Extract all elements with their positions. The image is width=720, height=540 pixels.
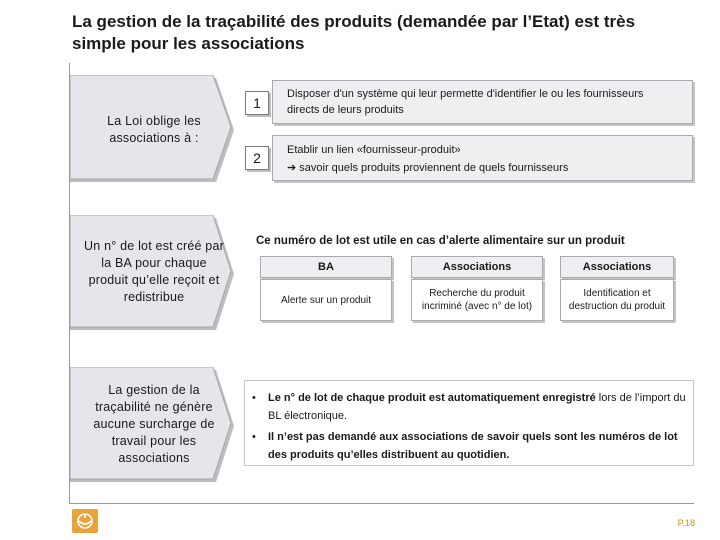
bullet-2 [252, 428, 692, 464]
lot-header-associations-1: Associations [411, 256, 543, 278]
bullet-2-marker: • [252, 431, 256, 443]
lot-action-search: Recherche du produit incriminé (avec n° de lot) [411, 279, 543, 321]
lot-header-ba: BA [260, 256, 392, 278]
lot-action-destroy: Identification et destruction du produit [560, 279, 674, 321]
lot-header-associations-2: Associations [560, 256, 674, 278]
obligation-2-line1: Etablir un lien «fournisseur-produit» [287, 144, 461, 156]
bottom-divider [69, 503, 694, 504]
obligation-box-1 [272, 80, 693, 124]
obligation-box-2 [272, 135, 693, 181]
chevron-obligation-text: La Loi oblige les associations à : [107, 114, 201, 145]
arrow-right-icon: ➔ [287, 162, 297, 174]
obligation-2-line2: savoir quels produits proviennent de quels fournisseurs [299, 162, 569, 174]
page-title: La gestion de la traçabilité des produits (demandée par l’Etat) est très simple pour les associations [72, 12, 636, 53]
number-badge-1: 1 [245, 91, 269, 115]
lot-action-alert: Alerte sur un produit [260, 279, 392, 321]
obligation-2-line2-row [287, 160, 687, 176]
bullet-1-bold: Le n° de lot de chaque produit est automatiquement enregistré [268, 392, 596, 404]
bullet-1-marker: • [252, 392, 256, 404]
bullet-1-rest: lors de l’import du BL électronique. [268, 392, 686, 422]
bullet-1 [252, 389, 692, 425]
number-badge-2: 2 [245, 146, 269, 170]
bullet-2-bold: Il n’est pas demandé aux associations de savoir quels sont les numéros de lot des produits qu’elles distribuent au quotidien. [268, 431, 678, 461]
logo-icon [72, 509, 98, 533]
chevron-lot-creation-text: Un n° de lot est créé par la BA pour chaque produit qu’elle reçoit et redistribue [84, 239, 224, 304]
chevron-no-overhead-text: La gestion de la traçabilité ne génère aucune surcharge de travail pour les associations [93, 382, 215, 465]
obligation-1-text: Disposer d'un système qui leur permette d'identifier le ou les fournisseurs directs de leurs produits [287, 88, 644, 116]
lot-section-heading: Ce numéro de lot est utile en cas d’alerte alimentaire sur un produit [256, 235, 625, 247]
page-number: P.18 [677, 518, 695, 528]
